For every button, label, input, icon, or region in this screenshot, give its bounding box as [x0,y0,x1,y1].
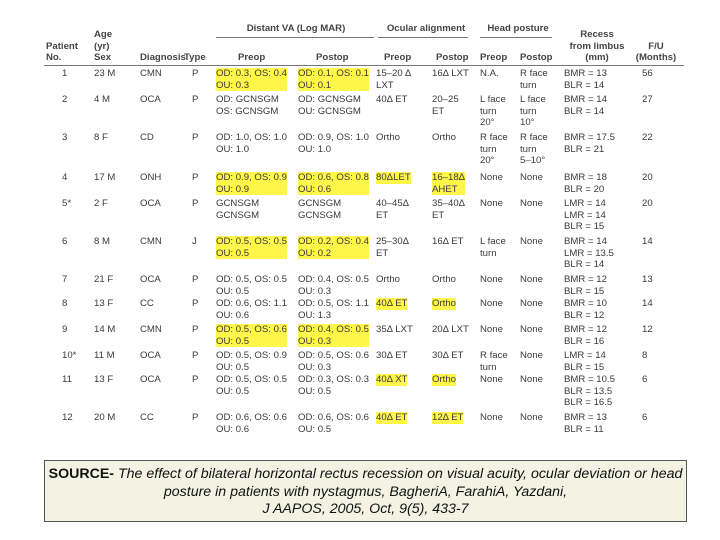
cell-hp-postop: None [520,412,543,423]
cell-hp-postop: R face turn [520,68,548,91]
cell-followup: 8 [642,350,648,361]
cell-followup: 20 [642,172,653,183]
cell-followup: 56 [642,68,653,79]
cell-age-sex: 2 F [94,198,108,209]
cell-type: P [192,350,199,361]
cell-hp-preop: R face turn 20° [480,132,508,167]
table-row [44,236,684,274]
cell-hp-preop: L face turn 20° [480,94,506,129]
cell-followup: 13 [642,274,653,285]
cell-recess: LMR = 14 BLR = 15 [564,350,606,373]
cell-va-preop: OD: 1.0, OS: 1.0 OU: 1.0 [216,132,287,155]
table-row [44,412,684,438]
cell-recess: BMR = 13 BLR = 14 [564,68,607,91]
cell-diagnosis: OCA [140,94,161,105]
cell-age-sex: 13 F [94,374,114,385]
cell-diagnosis: CMN [140,236,162,247]
cell-followup: 20 [642,198,653,209]
header-hp-postop: Postop [520,52,553,64]
cell-patient-no: 2 [62,94,68,105]
header-recess: Recess from limbus (mm) [569,29,625,64]
cell-hp-postop: None [520,274,543,285]
table-row [44,350,684,374]
cell-patient-no: 4 [62,172,68,183]
cell-age-sex: 11 M [94,350,115,361]
cell-va-postop: OD: 0.5, OS: 1.1 OU: 1.3 [298,298,369,321]
cell-va-preop: OD: 0.9, OS: 0.9 OU: 0.9 [216,172,287,195]
cell-oa-postop: 35–40Δ ET [432,198,466,221]
table-header [44,20,684,64]
cell-va-postop: OD: 0.2, OS: 0.4 OU: 0.2 [298,236,369,259]
cell-type: P [192,274,199,285]
cell-va-postop: OD: 0.3, OS: 0.3 OU: 0.5 [298,374,369,397]
cell-va-postop: OD: 0.5, OS: 0.6 OU: 0.3 [298,350,369,373]
header-type: Type [184,52,206,64]
cell-patient-no: 3 [62,132,68,143]
cell-hp-postop: None [520,324,543,335]
header-va-preop: Preop [238,52,266,64]
cell-oa-postop: 30Δ ET [432,350,464,361]
cell-hp-postop: None [520,236,543,247]
cell-oa-postop: 20Δ LXT [432,324,469,335]
cell-recess: BMR = 10.5 BLR = 13.5 BLR = 16.5 [564,374,615,409]
cell-type: J [192,236,197,247]
source-journal-citation: J AAPOS, 2005, Oct, 9(5), 433-7 [262,501,469,517]
cell-followup: 14 [642,298,653,309]
header-va-postop: Postop [316,52,349,64]
cell-type: P [192,298,199,309]
cell-recess: BMR = 17.5 BLR = 21 [564,132,615,155]
cell-oa-postop: Ortho [432,132,456,143]
patient-data-table [44,20,684,434]
cell-oa-postop: 16–18Δ AHET [432,172,466,195]
cell-diagnosis: CC [140,298,154,309]
cell-oa-preop: 40Δ ET [376,298,408,309]
cell-hp-preop: None [480,274,503,285]
cell-diagnosis: CD [140,132,154,143]
header-diagnosis: Diagnosis [140,52,186,64]
cell-recess: BMR = 13 BLR = 11 [564,412,607,435]
cell-age-sex: 20 M [94,412,116,423]
cell-va-preop: OD: 0.5, OS: 0.5 OU: 0.5 [216,236,287,259]
cell-va-preop: OD: 0.5, OS: 0.5 OU: 0.5 [216,274,287,297]
cell-age-sex: 17 M [94,172,116,183]
cell-hp-postop: None [520,172,543,183]
cell-oa-preop: 80ΔLET [376,172,411,183]
cell-hp-postop: R face turn 5–10° [520,132,548,167]
cell-patient-no: 1 [62,68,68,79]
cell-va-preop: OD: 0.3, OS: 0.4 OU: 0.3 [216,68,287,91]
table-row [44,172,684,198]
cell-diagnosis: CMN [140,324,162,335]
cell-va-preop: OD: 0.5, OS: 0.5 OU: 0.5 [216,374,287,397]
cell-va-postop: OD: GCNSGM OU: GCNSGM [298,94,361,117]
cell-hp-preop: None [480,412,503,423]
table-row [44,324,684,350]
cell-hp-preop: N.A. [480,68,499,79]
table-row [44,94,684,132]
cell-va-preop: OD: 0.5, OS: 0.9 OU: 0.5 [216,350,287,373]
cell-patient-no: 6 [62,236,68,247]
cell-oa-preop: 40–45Δ ET [376,198,410,221]
cell-oa-preop: 25–30Δ ET [376,236,410,259]
cell-va-postop: OD: 0.9, OS: 1.0 OU: 1.0 [298,132,369,155]
header-oa-postop: Postop [436,52,469,64]
cell-va-preop: OD: 0.6, OS: 1.1 OU: 0.6 [216,298,287,321]
cell-diagnosis: OCA [140,374,161,385]
header-oa-preop: Preop [384,52,412,64]
cell-va-preop: OD: 0.6, OS: 0.6 OU: 0.6 [216,412,287,435]
cell-recess: BMR = 12 BLR = 16 [564,324,607,347]
cell-hp-preop: R face turn [480,350,508,373]
cell-va-postop: OD: 0.6, OS: 0.6 OU: 0.5 [298,412,369,435]
cell-followup: 27 [642,94,653,105]
cell-va-postop: OD: 0.4, OS: 0.5 OU: 0.3 [298,324,369,347]
cell-oa-postop: 16Δ LXT [432,68,469,79]
source-citation-box [44,460,687,522]
cell-va-preop: OD: GCNSGM OS: GCNSGM [216,94,279,117]
cell-va-postop: OD: 0.1, OS: 0.1 OU: 0.1 [298,68,369,91]
table-row [44,298,684,324]
source-text: The effect of bilateral horizontal rectus recession on visual acuity, ocular deviation or head posture in patients with nystagmus, BagheriA, FarahiA, Yazdani, [114,466,683,500]
cell-oa-preop: 15–20 Δ LXT [376,68,412,91]
cell-age-sex: 14 M [94,324,116,335]
table-row [44,274,684,298]
cell-hp-preop: L face turn [480,236,506,259]
cell-followup: 22 [642,132,653,143]
header-rule [44,65,684,66]
header-head-posture: Head posture [487,23,549,34]
cell-va-preop: OD: 0.5, OS: 0.6 OU: 0.5 [216,324,287,347]
cell-type: P [192,68,199,79]
cell-patient-no: 11 [62,374,72,385]
cell-type: P [192,172,199,183]
header-age-sex: Age (yr) Sex [94,29,113,64]
cell-oa-postop: Ortho [432,298,456,309]
cell-age-sex: 13 F [94,298,114,309]
cell-va-postop: GCNSGM GCNSGM [298,198,342,221]
cell-diagnosis: CC [140,412,154,423]
cell-patient-no: 9 [62,324,68,335]
cell-diagnosis: OCA [140,198,161,209]
cell-recess: BMR = 14 LMR = 13.5 BLR = 14 [564,236,614,271]
cell-va-postop: OD: 0.6, OS: 0.8 OU: 0.6 [298,172,369,195]
cell-patient-no: 5* [62,198,72,209]
cell-oa-preop: Ortho [376,132,400,143]
cell-va-postop: OD: 0.4, OS: 0.5 OU: 0.3 [298,274,369,297]
table-body [44,68,684,438]
cell-recess: BMR = 18 BLR = 20 [564,172,607,195]
cell-hp-postop: None [520,298,543,309]
header-distant-va: Distant VA (Log MAR) [246,23,346,34]
cell-age-sex: 21 F [94,274,114,285]
cell-patient-no: 10* [62,350,77,361]
cell-hp-preop: None [480,172,503,183]
cell-type: P [192,94,199,105]
cell-hp-postop: None [520,350,543,361]
header-followup: F/U (Months) [635,40,677,64]
cell-type: P [192,198,199,209]
cell-oa-postop: 12Δ ET [432,412,464,423]
header-hp-preop: Preop [480,52,508,64]
cell-oa-preop: 30Δ ET [376,350,408,361]
table-row [44,68,684,94]
cell-hp-postop: None [520,374,543,385]
cell-oa-preop: 40Δ ET [376,94,408,105]
header-ocular-alignment: Ocular alignment [386,23,466,34]
cell-hp-postop: None [520,198,543,209]
cell-type: P [192,374,199,385]
table-row [44,198,684,236]
header-patient-no: Patient No. [46,40,78,64]
cell-patient-no: 8 [62,298,68,309]
cell-age-sex: 4 M [94,94,110,105]
cell-oa-postop: Ortho [432,274,456,285]
cell-age-sex: 23 M [94,68,116,79]
cell-diagnosis: OCA [140,274,161,285]
cell-hp-preop: None [480,198,503,209]
source-label: SOURCE- [48,466,115,482]
table-row [44,374,684,412]
cell-diagnosis: ONH [140,172,162,183]
cell-type: P [192,324,199,335]
cell-type: P [192,412,199,423]
cell-age-sex: 8 F [94,132,108,143]
cell-oa-preop: 35Δ LXT [376,324,413,335]
cell-hp-preop: None [480,324,503,335]
table-row [44,132,684,172]
cell-patient-no: 7 [62,274,68,285]
cell-oa-postop: Ortho [432,374,456,385]
cell-followup: 14 [642,236,653,247]
cell-hp-preop: None [480,298,503,309]
cell-oa-preop: 40Δ XT [376,374,408,385]
cell-va-preop: GCNSGM GCNSGM [216,198,260,221]
cell-age-sex: 8 M [94,236,110,247]
cell-oa-postop: 20–25 ET [432,94,459,117]
cell-diagnosis: CMN [140,68,162,79]
cell-followup: 6 [642,412,648,423]
cell-recess: LMR = 14 LMR = 14 BLR = 15 [564,198,606,233]
cell-followup: 6 [642,374,648,385]
cell-oa-postop: 16Δ ET [432,236,464,247]
cell-hp-postop: L face turn 10° [520,94,546,129]
cell-recess: BMR = 12 BLR = 15 [564,274,607,297]
cell-type: P [192,132,199,143]
cell-hp-preop: None [480,374,503,385]
cell-oa-preop: 40Δ ET [376,412,408,423]
cell-recess: BMR = 10 BLR = 12 [564,298,607,321]
cell-diagnosis: OCA [140,350,161,361]
cell-recess: BMR = 14 BLR = 14 [564,94,607,117]
cell-followup: 12 [642,324,653,335]
cell-patient-no: 12 [62,412,73,423]
cell-oa-preop: Ortho [376,274,400,285]
